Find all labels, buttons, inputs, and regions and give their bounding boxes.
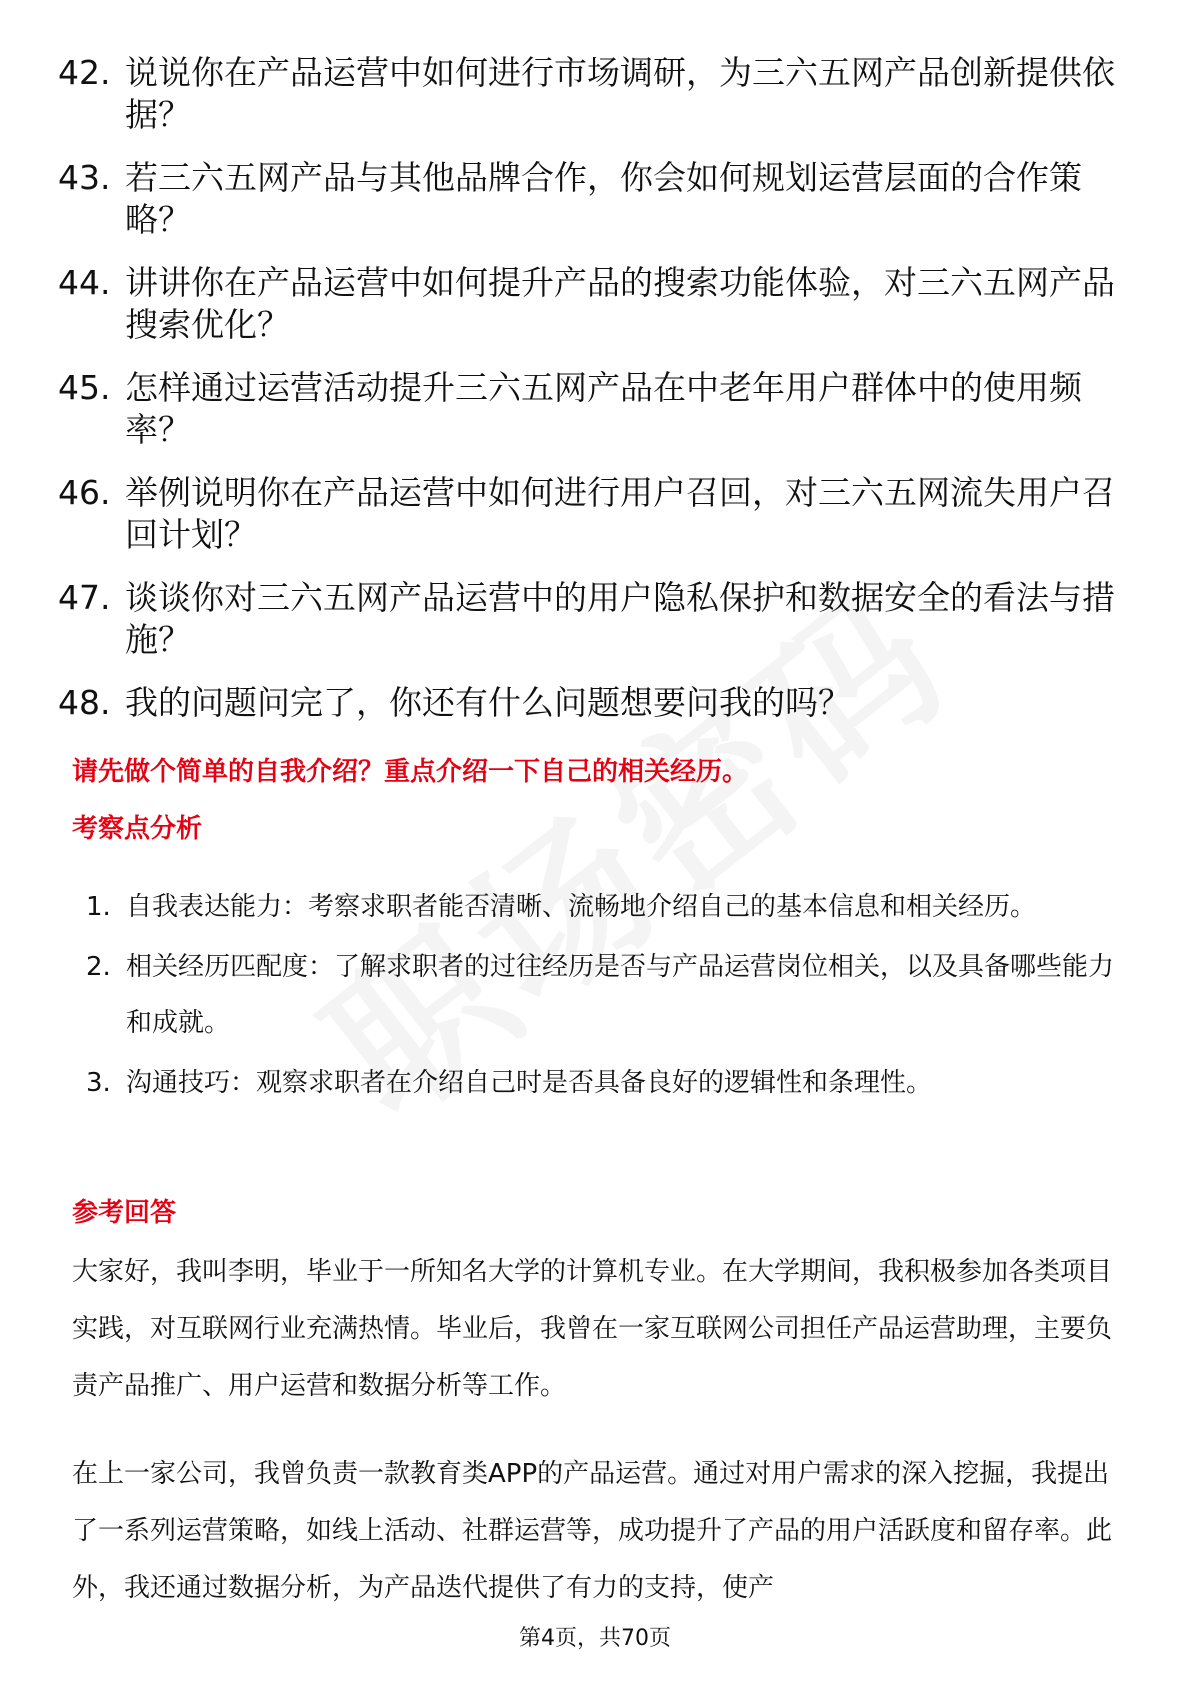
answer-paragraph: 大家好，我叫李明，毕业于一所知名大学的计算机专业。在大学期间，我积极参加各类项目实践，对互联网行业充满热情。毕业后，我曾在一家互联网公司担任产品运营助理，主要负责产品推广、用户运营和数据分析等工作。 (72, 1257, 1113, 1401)
question-text: 谈谈你对三六五网产品运营中的用户隐私保护和数据安全的看法与措施？ (125, 578, 1115, 659)
question-item (58, 472, 1128, 556)
question-text: 我的问题问完了，你还有什么问题想要问我的吗？ (125, 683, 851, 722)
point-text: 自我表达能力：考察求职者能否清晰、流畅地介绍自己的基本信息和相关经历。 (126, 892, 1037, 922)
answer-heading: 参考回答 (72, 1198, 177, 1228)
question-item (58, 577, 1128, 661)
analysis-point (86, 1055, 1126, 1111)
analysis-point (86, 879, 1126, 935)
question-item (58, 367, 1128, 451)
question-list (58, 52, 1128, 745)
point-text: 相关经历匹配度：了解求职者的过往经历是否与产品运营岗位相关，以及具备哪些能力和成就。 (126, 952, 1115, 1038)
question-number: 43. (58, 158, 111, 197)
question-number: 44. (58, 263, 111, 302)
question-text: 说说你在产品运营中如何进行市场调研，为三六五网产品创新提供依据？ (125, 53, 1115, 134)
question-number: 45. (58, 368, 111, 407)
question-item (58, 52, 1128, 136)
point-number: 1. (86, 892, 111, 922)
question-item (58, 262, 1128, 346)
question-headline: 请先做个简单的自我介绍？重点介绍一下自己的相关经历。 (72, 757, 749, 787)
analysis-points (86, 879, 1126, 1115)
page-footer: 第4页，共70页 (519, 1626, 671, 1651)
question-number: 46. (58, 473, 111, 512)
point-number: 2. (86, 952, 111, 982)
question-text: 讲讲你在产品运营中如何提升产品的搜索功能体验，对三六五网产品搜索优化？ (125, 263, 1115, 344)
question-text: 举例说明你在产品运营中如何进行用户召回，对三六五网流失用户召回计划？ (125, 473, 1115, 554)
question-number: 48. (58, 683, 111, 722)
question-number: 42. (58, 53, 111, 92)
question-text: 若三六五网产品与其他品牌合作，你会如何规划运营层面的合作策略？ (125, 158, 1082, 239)
point-text: 沟通技巧：观察求职者在介绍自己时是否具备良好的逻辑性和条理性。 (126, 1068, 933, 1098)
question-item (58, 682, 1128, 724)
answer-paragraph: 在上一家公司，我曾负责一款教育类APP的产品运营。通过对用户需求的深入挖掘，我提出了一系列运营策略，如线上活动、社群运营等，成功提升了产品的用户活跃度和留存率。此外，我还通过数据分析，为产品迭代提供了有力的支持，使产 (72, 1459, 1113, 1603)
question-text: 怎样通过运营活动提升三六五网产品在中老年用户群体中的使用频率？ (125, 368, 1082, 449)
question-number: 47. (58, 578, 111, 617)
analysis-point (86, 939, 1126, 1051)
analysis-heading: 考察点分析 (72, 814, 203, 844)
point-number: 3. (86, 1068, 111, 1098)
question-item (58, 157, 1128, 241)
